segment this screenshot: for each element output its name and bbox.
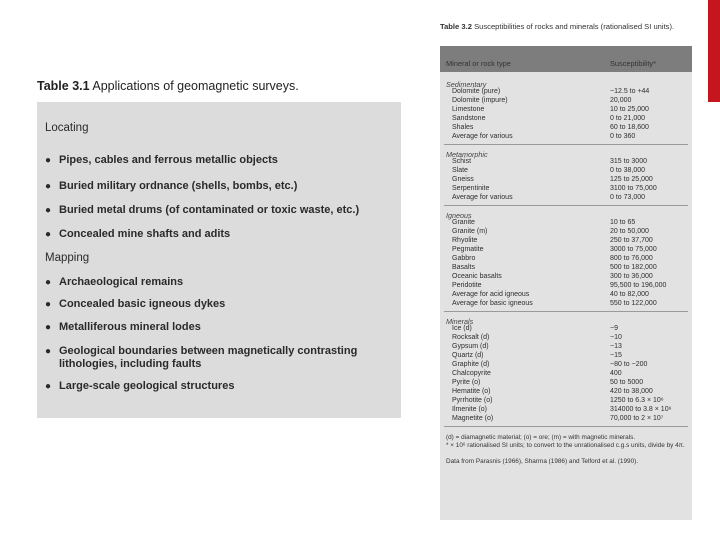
table-row bbox=[440, 176, 692, 185]
table-row bbox=[440, 325, 692, 334]
group-heading: Metamorphic bbox=[446, 150, 488, 159]
susceptibility-value: 800 to 76,000 bbox=[610, 255, 653, 262]
group-heading: Igneous bbox=[446, 211, 472, 220]
susceptibility-value: 20 to 50,000 bbox=[610, 228, 649, 235]
table-row bbox=[440, 133, 692, 142]
rock-name: Average for various bbox=[452, 133, 513, 140]
table-row bbox=[440, 406, 692, 415]
rock-name: Granite bbox=[452, 219, 475, 226]
rock-name: Serpentinite bbox=[452, 185, 490, 192]
rock-name: Schist bbox=[452, 158, 472, 165]
rock-name: Gabbro bbox=[452, 255, 476, 262]
rock-name: Basalts bbox=[452, 264, 475, 271]
rock-name: Ice (d) bbox=[452, 325, 472, 332]
rock-name: Gypsum (d) bbox=[452, 343, 489, 350]
susceptibility-value: 315 to 3000 bbox=[610, 158, 647, 165]
bullet-item bbox=[45, 345, 395, 371]
susceptibility-value: 400 bbox=[610, 370, 622, 377]
table-row bbox=[440, 228, 692, 237]
bullet-icon: ● bbox=[45, 205, 52, 216]
group-divider bbox=[444, 144, 688, 145]
table-row bbox=[440, 255, 692, 264]
susceptibility-value: −12.5 to +44 bbox=[610, 88, 650, 95]
bullet-icon: ● bbox=[45, 322, 52, 333]
bullet-icon: ● bbox=[45, 229, 52, 240]
susceptibility-value: −15 bbox=[610, 352, 622, 359]
table-row bbox=[440, 185, 692, 194]
table-row bbox=[440, 379, 692, 388]
bullet-icon: ● bbox=[45, 381, 52, 392]
susceptibility-value: 60 to 18,600 bbox=[610, 124, 649, 131]
bullet-item bbox=[45, 380, 395, 393]
table-3-1-title: Applications of geomagnetic surveys. bbox=[92, 79, 299, 93]
table-3-2-panel bbox=[440, 46, 692, 520]
rock-name: Pegmatite bbox=[452, 246, 484, 253]
rock-name: Chalcopyrite bbox=[452, 370, 491, 377]
group-divider bbox=[444, 205, 688, 206]
susceptibility-value: 0 to 21,000 bbox=[610, 115, 646, 122]
footnote: (d) = diamagnetic material; (o) = ore; (m) = with magnetic minerals. bbox=[446, 434, 636, 441]
rock-name: Rhyolite bbox=[452, 237, 478, 244]
table-row bbox=[440, 124, 692, 133]
susceptibility-value: 40 to 82,000 bbox=[610, 291, 649, 298]
table-row bbox=[440, 219, 692, 228]
table-row bbox=[440, 334, 692, 343]
susceptibility-value: 10 to 25,000 bbox=[610, 106, 649, 113]
rock-name: Shales bbox=[452, 124, 474, 131]
bullet-item-text: Metalliferous mineral lodes bbox=[59, 321, 201, 333]
bullet-icon: ● bbox=[45, 277, 52, 288]
susceptibility-value: 250 to 37,700 bbox=[610, 237, 653, 244]
table-3-2-title: Susceptibilities of rocks and minerals (rationalised SI units). bbox=[474, 22, 675, 31]
rock-name: Hematite (o) bbox=[452, 388, 491, 395]
susceptibility-value: 20,000 bbox=[610, 97, 632, 104]
table-row bbox=[440, 343, 692, 352]
rock-name: Slate bbox=[452, 167, 468, 174]
table-row bbox=[440, 237, 692, 246]
susceptibility-value: 300 to 36,000 bbox=[610, 273, 653, 280]
bullet-item-text: Pipes, cables and ferrous metallic objects bbox=[59, 154, 278, 166]
bullet-item-text: Large-scale geological structures bbox=[59, 380, 235, 392]
table-row bbox=[440, 291, 692, 300]
bullet-item bbox=[45, 298, 395, 311]
bullet-item-text: Buried metal drums (of contaminated or toxic waste, etc.) bbox=[59, 204, 360, 216]
rock-name: Gneiss bbox=[452, 176, 474, 183]
rock-name: Sandstone bbox=[452, 115, 486, 122]
table-row bbox=[440, 194, 692, 203]
rock-name: Pyrite (o) bbox=[452, 379, 481, 386]
table-3-2-header bbox=[440, 46, 692, 72]
susceptibility-value: 50 to 5000 bbox=[610, 379, 644, 386]
column-header-mineral: Mineral or rock type bbox=[446, 59, 511, 68]
bullet-icon: ● bbox=[45, 155, 52, 166]
group-divider bbox=[444, 311, 688, 312]
table-row bbox=[440, 370, 692, 379]
table-row bbox=[440, 282, 692, 291]
table-row bbox=[440, 106, 692, 115]
bullet-item-text: Concealed basic igneous dykes bbox=[59, 298, 226, 310]
bullet-item bbox=[45, 204, 395, 217]
rock-name: Average for various bbox=[452, 194, 513, 201]
rock-name: Graphite (d) bbox=[452, 361, 490, 368]
susceptibility-value: 10 to 65 bbox=[610, 219, 636, 226]
table-3-1-number: Table 3.1 bbox=[37, 79, 90, 93]
susceptibility-value: 0 to 73,000 bbox=[610, 194, 646, 201]
table-row bbox=[440, 300, 692, 309]
susceptibility-value: −13 bbox=[610, 343, 622, 350]
rock-name: Granite (m) bbox=[452, 228, 488, 235]
rock-name: Magnetite (o) bbox=[452, 415, 494, 422]
susceptibility-value: 1250 to 6.3 × 10⁶ bbox=[610, 397, 664, 404]
susceptibility-value: −9 bbox=[610, 325, 618, 332]
table-row bbox=[440, 97, 692, 106]
table-row bbox=[440, 388, 692, 397]
rock-name: Average for basic igneous bbox=[452, 300, 533, 307]
table-row bbox=[440, 361, 692, 370]
group-heading: Sedimentary bbox=[446, 80, 487, 89]
susceptibility-value: 550 to 122,000 bbox=[610, 300, 657, 307]
susceptibility-value: −80 to −200 bbox=[610, 361, 648, 368]
rock-name: Peridotite bbox=[452, 282, 482, 289]
group-heading: Minerals bbox=[446, 317, 474, 326]
table-3-2-number: Table 3.2 bbox=[440, 22, 472, 31]
rock-name: Pyrrhotite (o) bbox=[452, 397, 493, 404]
rock-name: Dolomite (impure) bbox=[452, 97, 508, 104]
bullet-icon: ● bbox=[45, 181, 52, 192]
bullet-item-text: Archaeological remains bbox=[59, 276, 184, 288]
section-heading: Mapping bbox=[45, 252, 90, 264]
susceptibility-value: 0 to 360 bbox=[610, 133, 636, 140]
group-divider bbox=[444, 426, 688, 427]
footnote: Data from Parasnis (1966), Sharma (1986) and Telford et al. (1990). bbox=[446, 458, 639, 465]
rock-name: Quartz (d) bbox=[452, 352, 484, 359]
bullet-item bbox=[45, 180, 395, 193]
footnote: * × 10⁶ rationalised SI units; to convert to the unrationalised c.g.s units, divide by 4π. bbox=[446, 442, 685, 449]
rock-name: Oceanic basalts bbox=[452, 273, 502, 280]
table-row bbox=[440, 88, 692, 97]
bullet-item-text: Buried military ordnance (shells, bombs, etc.) bbox=[59, 180, 298, 192]
susceptibility-value: 420 to 38,000 bbox=[610, 388, 653, 395]
table-row bbox=[440, 115, 692, 124]
bullet-icon: ● bbox=[45, 346, 52, 357]
susceptibility-value: 0 to 38,000 bbox=[610, 167, 646, 174]
susceptibility-value: −10 bbox=[610, 334, 622, 341]
susceptibility-value: 500 to 182,000 bbox=[610, 264, 657, 271]
table-row bbox=[440, 167, 692, 176]
susceptibility-value: 125 to 25,000 bbox=[610, 176, 653, 183]
susceptibility-value: 3100 to 75,000 bbox=[610, 185, 657, 192]
table-3-1-caption bbox=[37, 79, 299, 93]
table-row bbox=[440, 352, 692, 361]
rock-name: Average for acid igneous bbox=[452, 291, 530, 298]
table-row bbox=[440, 273, 692, 282]
susceptibility-value: 95,500 to 196,000 bbox=[610, 282, 667, 289]
column-header-susceptibility: Susceptibility* bbox=[610, 59, 657, 68]
bullet-icon: ● bbox=[45, 299, 52, 310]
rock-name: Limestone bbox=[452, 106, 485, 113]
table-row bbox=[440, 415, 692, 424]
table-row bbox=[440, 158, 692, 167]
bullet-item bbox=[45, 228, 395, 241]
bullet-item-text: Geological boundaries between magnetically contrasting lithologies, including faults bbox=[59, 345, 358, 370]
bullet-item bbox=[45, 276, 395, 289]
table-3-2-caption bbox=[440, 22, 690, 32]
susceptibility-value: 314000 to 3.8 × 10⁶ bbox=[610, 406, 672, 413]
rock-name: Rocksalt (d) bbox=[452, 334, 490, 341]
table-row bbox=[440, 264, 692, 273]
accent-bar bbox=[708, 0, 720, 102]
rock-name: Dolomite (pure) bbox=[452, 88, 501, 95]
bullet-item bbox=[45, 321, 395, 334]
susceptibility-value: 3000 to 75,000 bbox=[610, 246, 657, 253]
section-heading: Locating bbox=[45, 122, 89, 134]
table-3-1-panel bbox=[37, 102, 401, 418]
rock-name: Ilmenite (o) bbox=[452, 406, 488, 413]
bullet-item bbox=[45, 154, 395, 167]
susceptibility-value: 70,000 to 2 × 10⁷ bbox=[610, 415, 664, 422]
bullet-item-text: Concealed mine shafts and adits bbox=[59, 228, 231, 240]
table-row bbox=[440, 246, 692, 255]
table-row bbox=[440, 397, 692, 406]
